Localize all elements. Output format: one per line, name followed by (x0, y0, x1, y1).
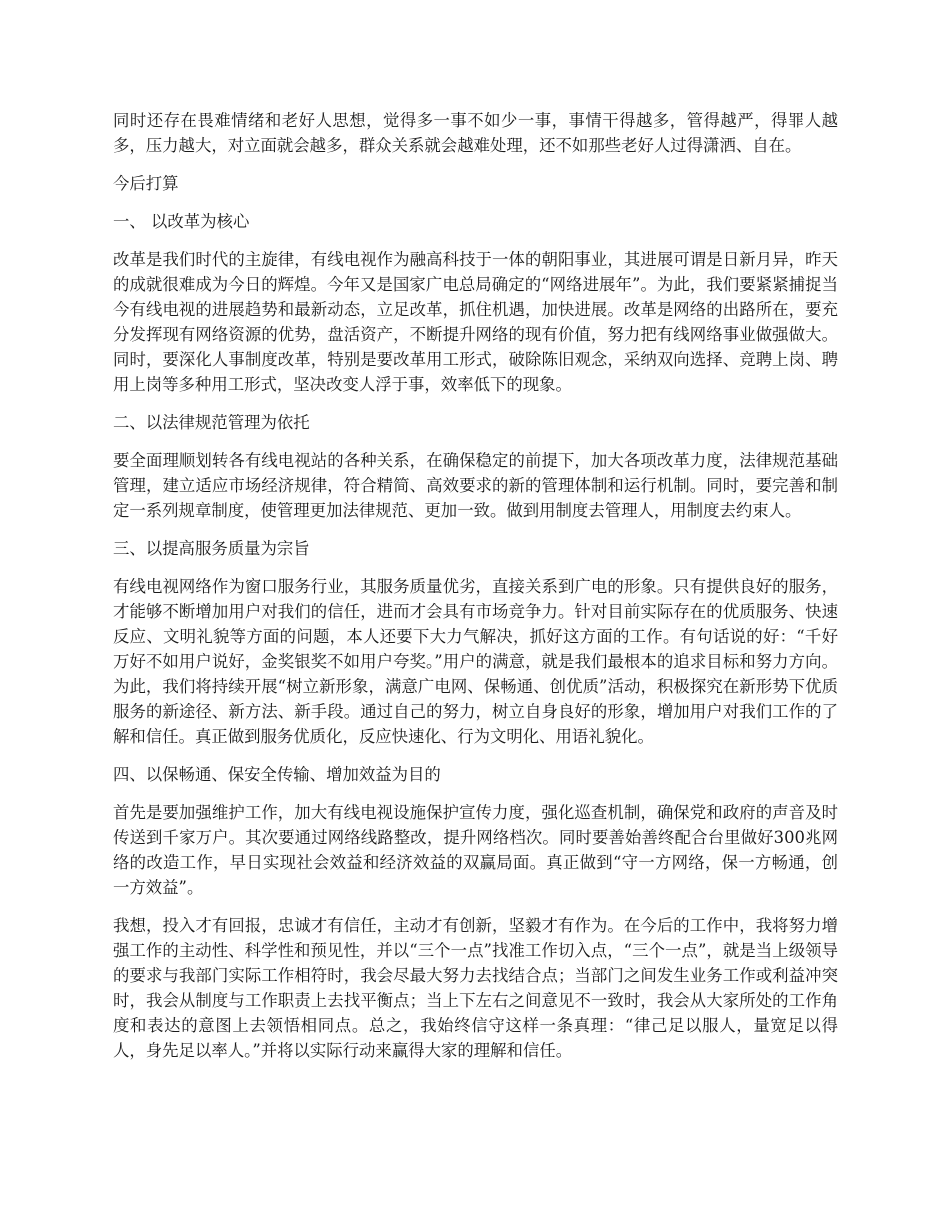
heading-reform-core: 一、 以改革为核心 (113, 212, 250, 231)
paragraph-intro: 同时还存在畏难情绪和老好人思想，觉得多一事不如少一事，事情干得越多，管得越严，得罪人越多，压力越大，对立面就会越多，群众关系就会越难处理，还不如那些老好人过得潇洒、自在。 (113, 111, 838, 155)
paragraph-reform: 改革是我们时代的主旋律，有线电视作为融高科技于一体的朝阳事业，其进展可谓是日新月异，昨天的成就很难成为今日的辉煌。今年又是国家广电总局确定的“网络进展年”。为此，我们要紧紧捕捉当今有线电视的进展趋势和最新动态，立足改革，抓住机遇，加快进展。改革是网络的出路所在，要充分发挥现有网络资源的优势，盘活资产，不断提升网络的现有价值，努力把有线网络事业做强做大。同时，要深化人事制度改革，特别是要改革用工形式，破除陈旧观念，采纳双向选择、竞聘上岗、聘用上岗等多种用工形式，坚决改变人浮于事，效率低下的现象。 (113, 250, 838, 394)
heading-future-plans: 今后打算 (113, 174, 179, 193)
heading-legal-management: 二、以法律规范管理为依托 (113, 413, 310, 432)
document-body (113, 108, 838, 1076)
paragraph-smooth-transmission: 首先是要加强维护工作，加大有线电视设施保护宣传力度，强化巡查机制，确保党和政府的声音及时传送到千家万户。其次要通过网络线路整改，提升网络档次。同时要善始善终配合台里做好300兆网络的改造工作，早日实现社会效益和经济效益的双赢局面。真正做到“守一方网络，保一方畅通，创一方效益”。 (113, 803, 838, 897)
paragraph-service-quality: 有线电视网络作为窗口服务行业，其服务质量优劣，直接关系到广电的形象。只有提供良好的服务，才能够不断增加用户对我们的信任，进而才会具有市场竞争力。针对目前实际存在的优质服务、快速反应、文明礼貌等方面的问题，本人还要下大力气解决，抓好这方面的工作。有句话说的好：“千好万好不如用户说好，金奖银奖不如用户夸奖。”用户的满意，就是我们最根本的追求目标和努力方向。为此，我们将持续开展“树立新形象，满意广电网、保畅通、创优质”活动，积极探究在新形势下优质服务的新途径、新方法、新手段。通过自己的努力，树立自身良好的形象，增加用户对我们工作的了解和信任。真正做到服务优质化，反应快速化、行为文明化、用语礼貌化。 (113, 577, 838, 746)
paragraph-conclusion: 我想，投入才有回报，忠诚才有信任，主动才有创新，坚毅才有作为。在今后的工作中，我将努力增强工作的主动性、科学性和预见性，并以“三个一点”找准工作切入点，“三个一点”，就是当上级领导的要求与我部门实际工作相符时，我会尽最大努力去找结合点；当部门之间发生业务工作或利益冲突时，我会从制度与工作职责上去找平衡点；当上下左右之间意见不一致时，我会从大家所处的工作角度和表达的意图上去领悟相同点。总之，我始终信守这样一条真理：“律己足以服人，量宽足以得人，身先足以率人。”并将以实际行动来赢得大家的理解和信任。 (113, 916, 838, 1060)
heading-service-quality: 三、以提高服务质量为宗旨 (113, 539, 310, 558)
paragraph-legal-management: 要全面理顺划转各有线电视站的各种关系，在确保稳定的前提下，加大各项改革力度，法律规范基础管理，建立适应市场经济规律，符合精简、高效要求的新的管理体制和运行机制。同时，要完善和制定一系列规章制度，使管理更加法律规范、更加一致。做到用制度去管理人，用制度去约束人。 (113, 451, 838, 520)
heading-smooth-transmission: 四、以保畅通、保安全传输、增加效益为目的 (113, 765, 441, 784)
